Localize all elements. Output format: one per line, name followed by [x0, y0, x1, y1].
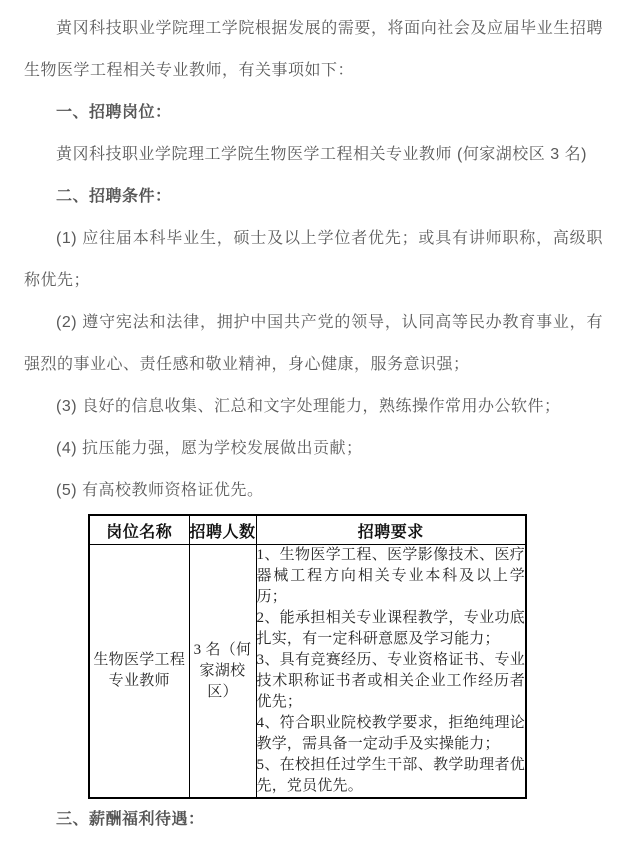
recruitment-table: [88, 514, 527, 799]
requirements-cell: [256, 545, 526, 799]
requirement-item-3: 3、具有竞赛经历、专业资格证书、专业技术职称证书者或相关企业工作经历者优先；: [256, 652, 525, 710]
position-cell: 生物医学工程专业教师: [89, 545, 189, 799]
section-2-heading: 二、招聘条件：: [56, 188, 172, 205]
position-line: 黄冈科技职业学院理工学院生物医学工程相关专业教师 (何家湖校区 3 名): [56, 146, 587, 163]
requirement-item-2: 2、能承担相关专业课程教学，专业功底扎实，有一定科研意愿及学习能力；: [256, 610, 525, 647]
column-header-count: 招聘人数: [189, 515, 256, 545]
count-cell: 3 名（何家湖校区）: [189, 545, 256, 799]
column-header-position: 岗位名称: [89, 515, 189, 545]
table-row: [89, 545, 526, 799]
section-1-heading: 一、招聘岗位：: [56, 104, 172, 121]
condition-item-5: (5) 有高校教师资格证优先。: [56, 482, 264, 499]
condition-item-4: (4) 抗压能力强，愿为学校发展做出贡献；: [56, 440, 363, 457]
column-header-requirements: 招聘要求: [256, 515, 526, 545]
requirement-item-4: 4、符合职业院校教学要求，拒绝纯理论教学，需具备一定动手及实操能力；: [256, 715, 525, 752]
table-header-row: [89, 515, 526, 545]
condition-item-2: (2) 遵守宪法和法律，拥护中国共产党的领导，认同高等民办教育事业，有强烈的事业心、责任感和敬业精神，身心健康，服务意识强；: [24, 314, 603, 373]
condition-item-3: (3) 良好的信息收集、汇总和文字处理能力，熟练操作常用办公软件；: [56, 398, 561, 415]
condition-item-1: (1) 应往届本科毕业生，硕士及以上学位者优先；或具有讲师职称，高级职称优先；: [24, 230, 603, 289]
requirement-item-1: 1、生物医学工程、医学影像技术、医疗器械工程方向相关专业本科及以上学历；: [256, 547, 525, 605]
intro-paragraph: 黄冈科技职业学院理工学院根据发展的需要，将面向社会及应届毕业生招聘生物医学工程相关专业教师，有关事项如下：: [24, 20, 603, 79]
section-3-heading: 三、薪酬福利待遇：: [56, 811, 205, 828]
requirement-item-5: 5、在校担任过学生干部、教学助理者优先，党员优先。: [256, 757, 525, 794]
